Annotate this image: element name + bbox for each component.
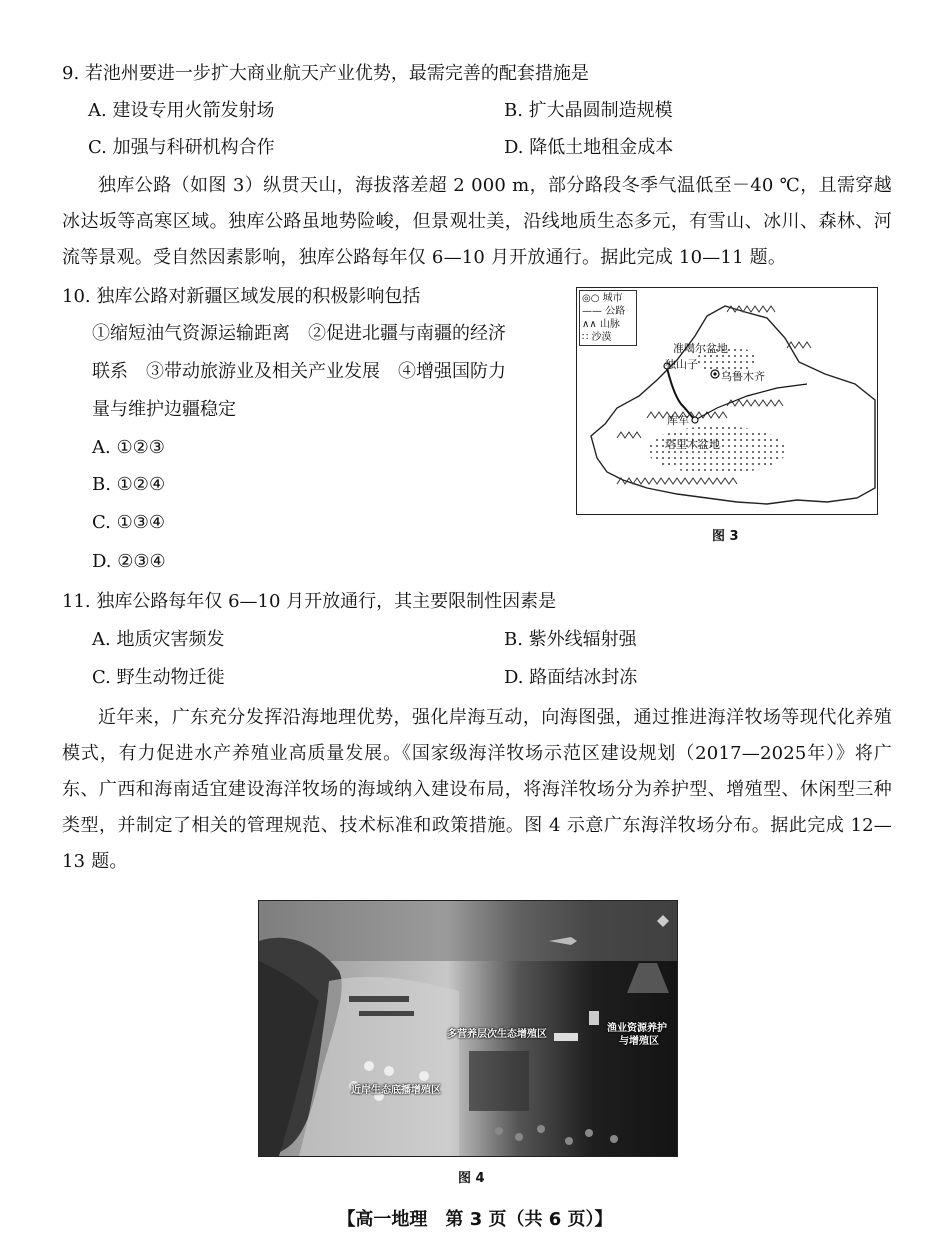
q9-stem: 9. 若池州要进一步扩大商业航天产业优势，最需完善的配套措施是 xyxy=(62,63,589,84)
label-nearshore-zone: 近岸生态底播增殖区 xyxy=(351,1085,441,1096)
label-urumqi: 乌鲁木齐 xyxy=(721,370,765,383)
highway-east xyxy=(695,384,807,420)
city-kuche-marker xyxy=(692,417,698,423)
label-multi-trophic-zone: 多营养层次生态增殖区 xyxy=(447,1029,547,1040)
q10-option-a: A. ①②③ xyxy=(92,437,165,458)
legend-city: ◎○ 城市 xyxy=(582,293,623,304)
q11-option-d: D. 路面结冰封冻 xyxy=(504,667,638,688)
q9-option-c: C. 加强与科研机构合作 xyxy=(88,137,275,158)
q11-option-a: A. 地质灾害频发 xyxy=(92,629,225,650)
xinjiang-map xyxy=(576,287,878,515)
city-urumqi-dot xyxy=(713,372,716,375)
label-fishery-zone-line1: 渔业资源养护 xyxy=(607,1023,667,1034)
q10-statement-line1: ①缩短油气资源运输距离 ②促进北疆与南疆的经济 xyxy=(92,323,506,344)
q9-option-b: B. 扩大晶圆制造规模 xyxy=(504,100,673,121)
label-fishery-zone-line2: 与增殖区 xyxy=(619,1036,659,1047)
q11-option-c: C. 野生动物迁徙 xyxy=(92,667,225,688)
legend-mountain: ∧∧ 山脉 xyxy=(582,319,620,330)
q10-statement-line2: 联系 ③带动旅游业及相关产业发展 ④增强国防力 xyxy=(92,361,506,382)
q11-option-b: B. 紫外线辐射强 xyxy=(504,629,637,650)
label-tarim: 塔里木盆地 xyxy=(665,438,720,451)
marine-ranch-illustration xyxy=(258,900,678,1157)
map-legend xyxy=(579,290,637,346)
q10-option-c: C. ①③④ xyxy=(92,512,165,533)
legend-road: —— 公路 xyxy=(582,306,626,317)
passage-marine-ranching: 近年来，广东充分发挥沿海地理优势，强化岸海互动，向海图强，通过推进海洋牧场等现代化养殖模式，有力促进水产养殖业高质量发展。《国家级海洋牧场示范区建设规划（2017—2025年）》将广东、广西和海南适宜建设海洋牧场的海域纳入建设布局，将海洋牧场分为养护型、增殖型、休闲型三种类型，并制定了相关的管理规范、技术标准和政策措施。图 4 示意广东海洋牧场分布。据此完成 12—13 题。 xyxy=(62,707,892,872)
label-kuche: 库车 xyxy=(667,414,689,427)
q10-option-b: B. ①②④ xyxy=(92,474,166,495)
figure4-caption: 图 4 xyxy=(458,1171,485,1186)
legend-desert: ∷ 沙漠 xyxy=(582,332,612,343)
figure3-caption: 图 3 xyxy=(712,529,739,544)
passage-duku-road: 独库公路（如图 3）纵贯天山，海拔落差超 2 000 m，部分路段冬季气温低至－40 ℃，且需穿越冰达坂等高寒区域。独库公路虽地势险峻，但景观壮美，沿线地质生态多元，有雪山、冰川、森林、河流等景观。受自然因素影响，独库公路每年仅 6—10 月开放通行。据此完成 10—11 题。 xyxy=(62,175,892,268)
q10-statement-line3: 量与维护边疆稳定 xyxy=(92,399,236,420)
label-dushanzi: 独山子 xyxy=(665,358,698,371)
label-junggar: 准噶尔盆地 xyxy=(673,342,728,355)
q9-option-d: D. 降低土地租金成本 xyxy=(504,137,674,158)
q10-stem: 10. 独库公路对新疆区域发展的积极影响包括 xyxy=(62,286,421,307)
q11-stem: 11. 独库公路每年仅 6—10 月开放通行，其主要限制性因素是 xyxy=(62,591,557,612)
page-footer: 【高一地理 第 3 页（共 6 页）】 xyxy=(337,1209,613,1230)
q9-option-a: A. 建设专用火箭发射场 xyxy=(88,100,275,121)
q10-option-d: D. ②③④ xyxy=(92,551,166,572)
